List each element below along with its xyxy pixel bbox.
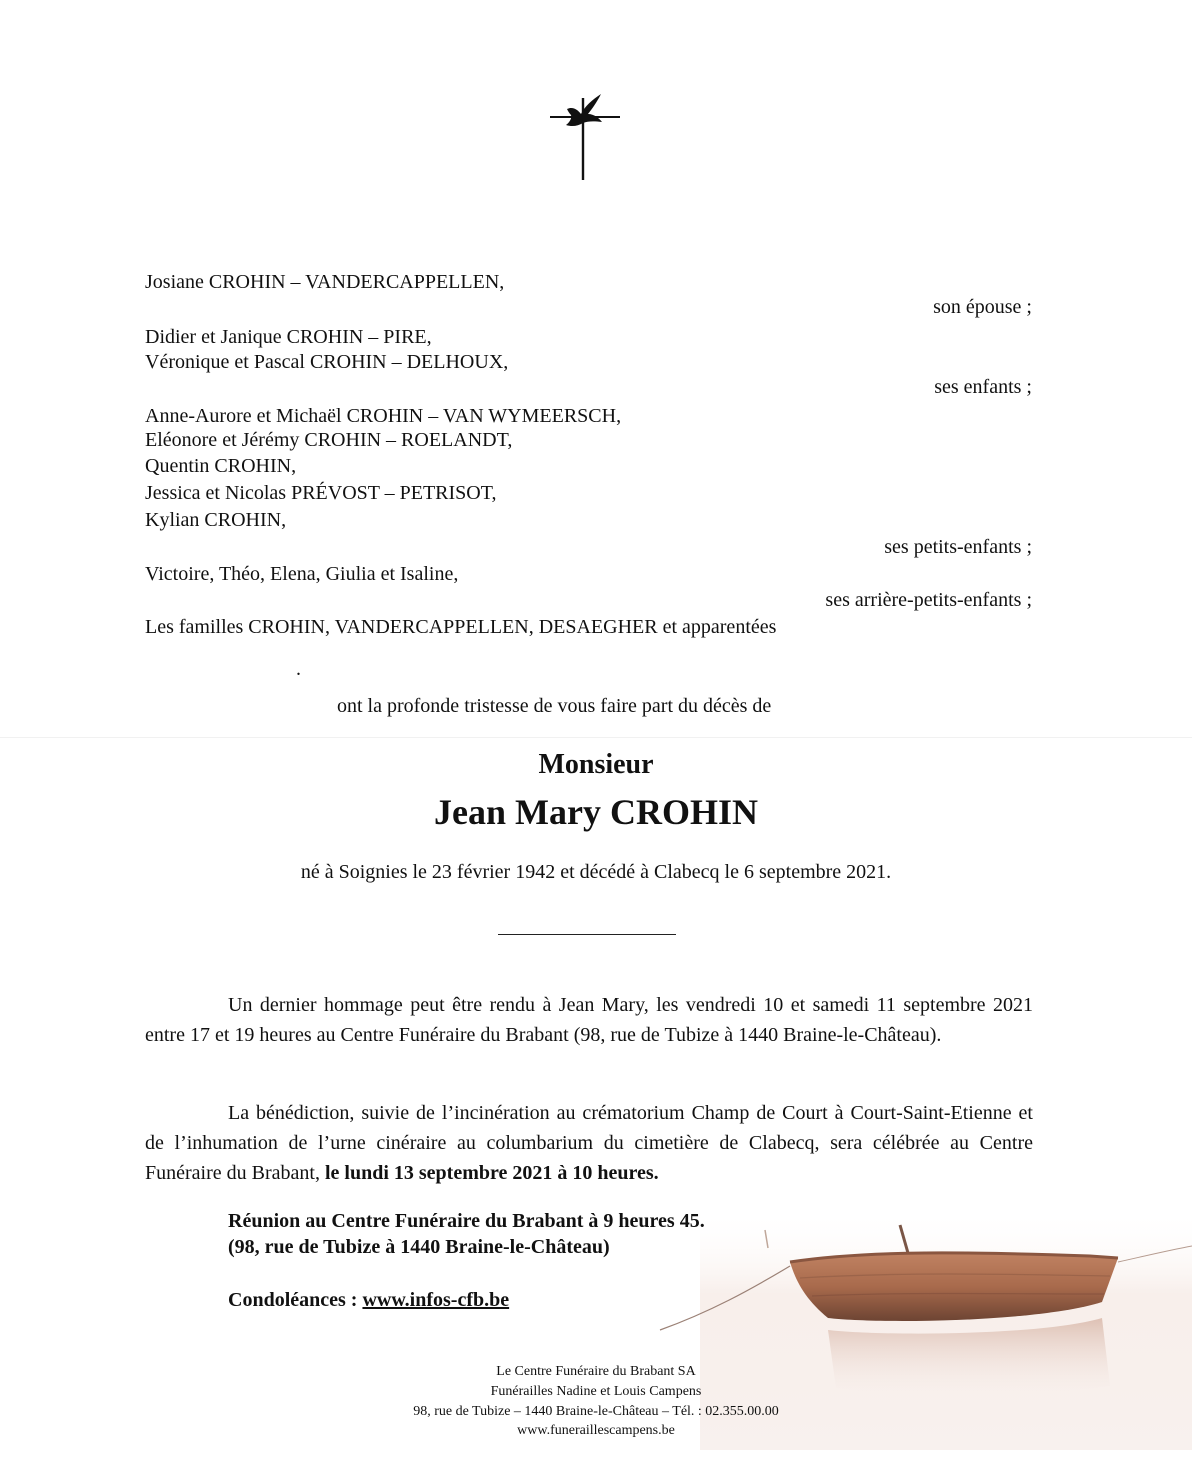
separator-line <box>498 934 676 935</box>
ceremony-paragraph <box>145 1098 1033 1188</box>
meeting-line-1: Réunion au Centre Funéraire du Brabant à 9 heures 45. <box>228 1210 705 1232</box>
footer-website[interactable]: www.funeraillescampens.be <box>517 1423 675 1438</box>
announcement-text: ont la profonde tristesse de vous faire part du décès de <box>337 695 772 717</box>
grandchild-name: Anne-Aurore et Michaël CROHIN – VAN WYMEERSCH, <box>145 405 622 427</box>
families-line: Les familles CROHIN, VANDERCAPPELLEN, DESAEGHER et apparentées <box>145 616 777 638</box>
tribute-paragraph <box>145 990 1033 1050</box>
condolences-line <box>228 1287 509 1313</box>
meeting-line-2: (98, rue de Tubize à 1440 Braine-le-Château) <box>228 1236 610 1258</box>
grandchildren-label: ses petits-enfants ; <box>884 536 1032 558</box>
footer-company: Le Centre Funéraire du Brabant SA <box>496 1364 696 1379</box>
ceremony-date: le lundi 13 septembre 2021 à 10 heures. <box>324 1162 659 1184</box>
footer-brand: Funérailles Nadine et Louis Campens <box>490 1384 702 1399</box>
grandchild-name: Kylian CROHIN, <box>145 509 287 531</box>
birth-death-dates: né à Soignies le 23 février 1942 et décédé à Clabecq le 6 septembre 2021. <box>300 861 892 883</box>
condolences-link[interactable]: www.infos-cfb.be <box>362 1289 510 1311</box>
dot-mark: . <box>296 658 301 680</box>
great-grandchildren-names: Victoire, Théo, Elena, Giulia et Isaline, <box>145 563 459 585</box>
great-grandchildren-label: ses arrière-petits-enfants ; <box>825 589 1032 611</box>
child-name: Véronique et Pascal CROHIN – DELHOUX, <box>145 351 509 373</box>
spouse-label: son épouse ; <box>933 296 1032 318</box>
condolences-label: Condoléances : <box>228 1289 363 1311</box>
ceremony-text: La bénédiction, suivie de l’incinération au crématorium Champ de Court à Court-Saint-Etienne et de l’inhumation de l’urne cinéraire au columbarium du cimetière de Clabecq, sera célébrée au Centre Funéraire du Brabant, <box>145 1102 1033 1184</box>
fold-line <box>0 737 1192 738</box>
deceased-name: Jean Mary CROHIN <box>434 792 758 832</box>
child-name: Didier et Janique CROHIN – PIRE, <box>145 326 432 348</box>
grandchild-name: Eléonore et Jérémy CROHIN – ROELANDT, <box>145 429 513 451</box>
grandchild-name: Jessica et Nicolas PRÉVOST – PETRISOT, <box>145 482 497 504</box>
footer-address: 98, rue de Tubize – 1440 Braine-le-Château – Tél. : 02.355.00.00 <box>413 1404 779 1419</box>
children-label: ses enfants ; <box>934 376 1032 398</box>
spouse-name: Josiane CROHIN – VANDERCAPPELLEN, <box>145 271 505 293</box>
deceased-title: Monsieur <box>538 749 654 780</box>
tribute-text: Un dernier hommage peut être rendu à Jean Mary, les vendredi 10 et samedi 11 septembre 2021 entre 17 et 19 heures au Centre Funéraire du Brabant (98, rue de Tubize à 1440 Braine-le-Château). <box>145 994 1033 1046</box>
cross-dove-icon <box>545 92 625 184</box>
grandchild-name: Quentin CROHIN, <box>145 455 297 477</box>
